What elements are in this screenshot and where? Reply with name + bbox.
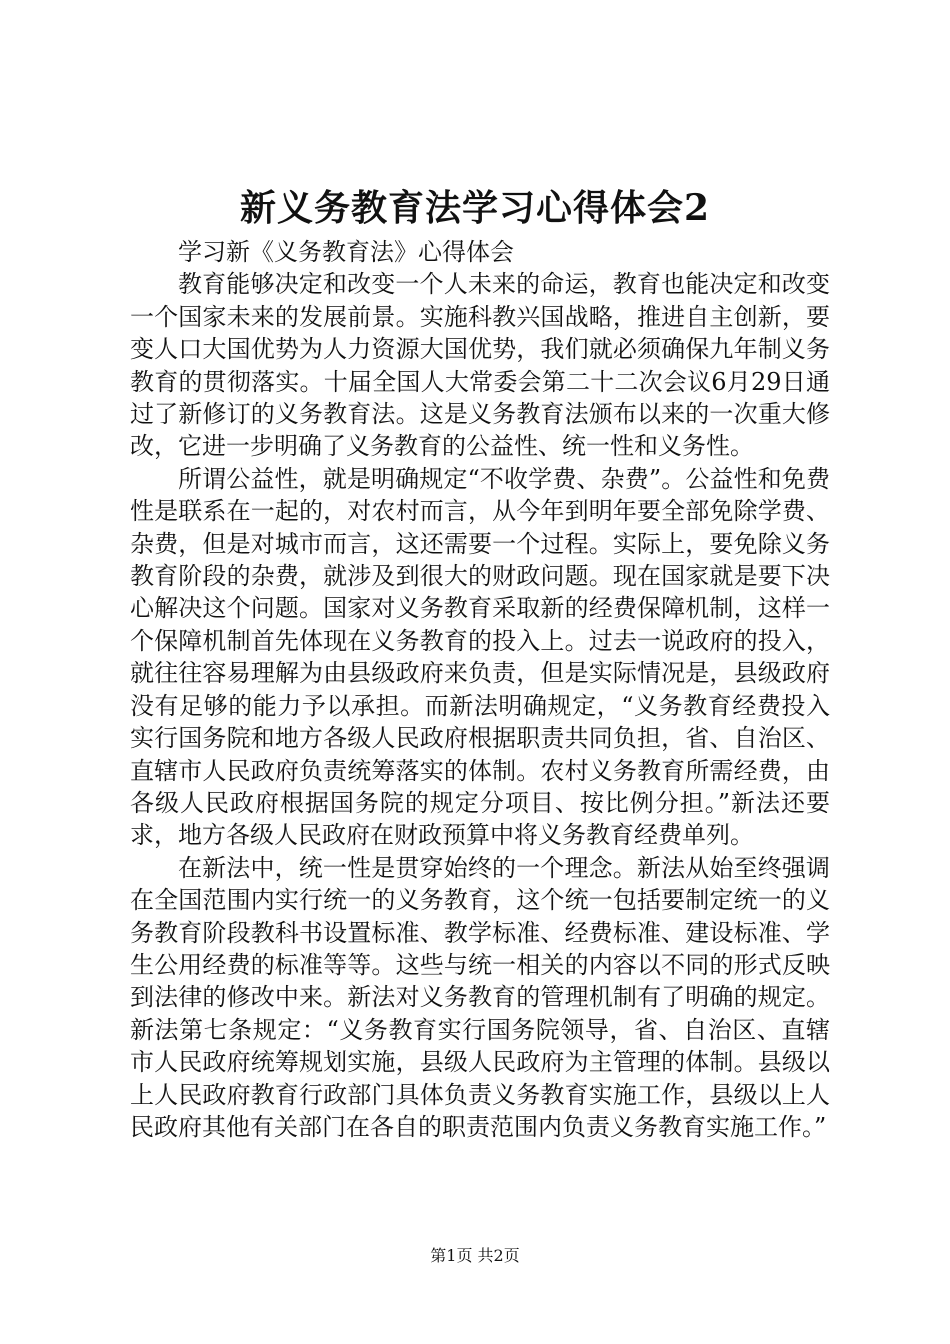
document-body [130, 236, 830, 1143]
page-footer [0, 1246, 950, 1266]
page-indicator: 第1页 共2页 [430, 1246, 520, 1265]
document-title: 新义务教育法学习心得体会2 [239, 187, 711, 229]
paragraph: 所谓公益性，就是明确规定“不收学费、杂费”。公益性和免费性是联系在一起的，对农村而言，从今年到明年要全部免除学费、杂费，但是对城市而言，这还需要一个过程。实际上，要免除义务教育阶段的杂费，就涉及到很大的财政问题。现在国家就是要下决心解决这个问题。国家对义务教育采取新的经费保障机制，这样一个保障机制首先体现在义务教育的投入上。过去一说政府的投入，就往往容易理解为由县级政府来负责，但是实际情况是，县级政府没有足够的能力予以承担。而新法明确规定，“义务教育经费投入实行国务院和地方各级人民政府根据职责共同负担，省、自治区、直辖市人民政府负责统筹落实的体制。农村义务教育所需经费，由各级人民政府根据国务院的规定分项目、按比例分担。”新法还要求，地方各级人民政府在财政预算中将义务教育经费单列。 [130, 464, 830, 850]
paragraph: 在新法中，统一性是贯穿始终的一个理念。新法从始至终强调在全国范围内实行统一的义务教育，这个统一包括要制定统一的义务教育阶段教科书设置标准、教学标准、经费标准、建设标准、学生公用经费的标准等等。这些与统一相关的内容以不同的形式反映到法律的修改中来。新法对义务教育的管理机制有了明确的规定。新法第七条规定：“义务教育实行国务院领导，省、自治区、直辖市人民政府统筹规划实施，县级人民政府为主管理的体制。县级以上人民政府教育行政部门具体负责义务教育实施工作，县级以上人民政府其他有关部门在各自的职责范围内负责义务教育实施工作。” [130, 853, 830, 1141]
paragraph: 教育能够决定和改变一个人未来的命运，教育也能决定和改变一个国家未来的发展前景。实施科教兴国战略，推进自主创新，要变人口大国优势为人力资源大国优势，我们就必须确保九年制义务教育的贯彻落实。十届全国人大常委会第二十二次会议6月29日通过了新修订的义务教育法。这是义务教育法颁布以来的一次重大修改，它进一步明确了义务教育的公益性、统一性和义务性。 [130, 270, 830, 461]
document-subtitle: 学习新《义务教育法》心得体会 [178, 238, 514, 266]
